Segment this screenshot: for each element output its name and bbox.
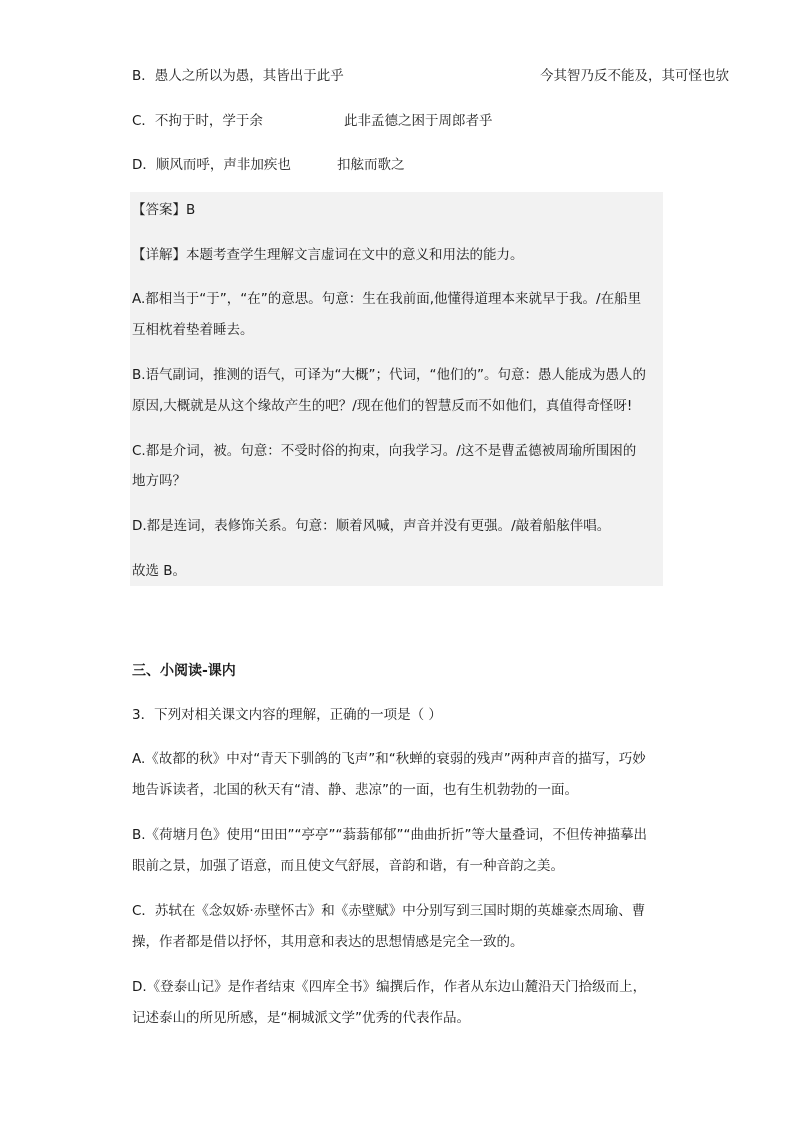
answer-label: 【答案】B (132, 202, 196, 218)
detail-b-line1: B.语气副词，推测的语气，可译为“大概”；代词，“他们的”。句意：愚人能成为愚人的 (132, 367, 647, 383)
q3-option-a-line1: A.《故都的秋》中对“青天下驯鸽的飞声”和“秋蝉的衰弱的残声”两种声音的描写，巧妙 (132, 751, 646, 767)
detail-a-line2: 互相枕着垫着睡去。 (132, 322, 254, 338)
option-c-part2: 此非孟德之困于周郎者乎 (344, 113, 493, 129)
option-d-line (132, 155, 405, 175)
detail-c-line1: C.都是介词，被。句意：不受时俗的拘束，向我学习。/这不是曹孟德被周瑜所围困的 (132, 443, 637, 459)
detail-d-line1: D.都是连词，表修饰关系。句意：顺着风喊，声音并没有更强。/敲着船舷伴唱。 (132, 518, 611, 534)
section-heading: 三、小阅读-课内 (132, 663, 236, 679)
option-b-line (132, 66, 729, 86)
option-b-part2: 今其智乃反不能及，其可怪也欤 (540, 68, 729, 84)
option-c-part1: C．不拘于时，学于余 (132, 113, 263, 129)
conclusion: 故选 B。 (132, 563, 187, 579)
option-d-part1: D．顺风而呼，声非加疾也 (132, 157, 291, 173)
detail-c-line2: 地方吗？ (132, 473, 186, 489)
q3-option-c-line1: C．苏轼在《念奴娇·赤壁怀古》和《赤壁赋》中分别写到三国时期的英雄豪杰周瑜、曹 (132, 903, 646, 919)
detail-intro: 【详解】本题考查学生理解文言虚词在文中的意义和用法的能力。 (132, 247, 524, 263)
option-c-line (132, 111, 493, 131)
option-b-part1: B．愚人之所以为愚，其皆出于此乎 (132, 68, 344, 84)
q3-option-a-line2: 地告诉读者，北国的秋天有“清、静、悲凉”的一面，也有生机勃勃的一面。 (132, 782, 578, 798)
q3-option-d-line2: 记述泰山的所见所感，是“桐城派文学”优秀的代表作品。 (132, 1010, 470, 1026)
q3-option-b-line1: B.《荷塘月色》使用“田田”“亭亭”“蓊蓊郁郁”“曲曲折折”等大量叠词，不但传神描摹出 (132, 827, 648, 843)
q3-option-d-line1: D.《登泰山记》是作者结束《四库全书》编撰后作，作者从东边山麓沿天门拾级而上， (132, 979, 647, 995)
detail-b-line2: 原因,大概就是从这个缘故产生的吧？/现在他们的智慧反而不如他们，真值得奇怪呀! (132, 398, 633, 414)
option-d-part2: 扣舷而歌之 (337, 157, 405, 173)
question-stem: 3．下列对相关课文内容的理解，正确的一项是（ ） (132, 707, 442, 723)
q3-option-b-line2: 眼前之景，加强了语意，而且使文气舒展，音韵和谐，有一种音韵之美。 (132, 858, 564, 874)
detail-a-line1: A.都相当于“于”，“在”的意思。句意：生在我前面,他懂得道理本来就早于我。/在船里 (132, 291, 642, 307)
q3-option-c-line2: 操，作者都是借以抒怀，其用意和表达的思想情感是完全一致的。 (132, 934, 524, 950)
